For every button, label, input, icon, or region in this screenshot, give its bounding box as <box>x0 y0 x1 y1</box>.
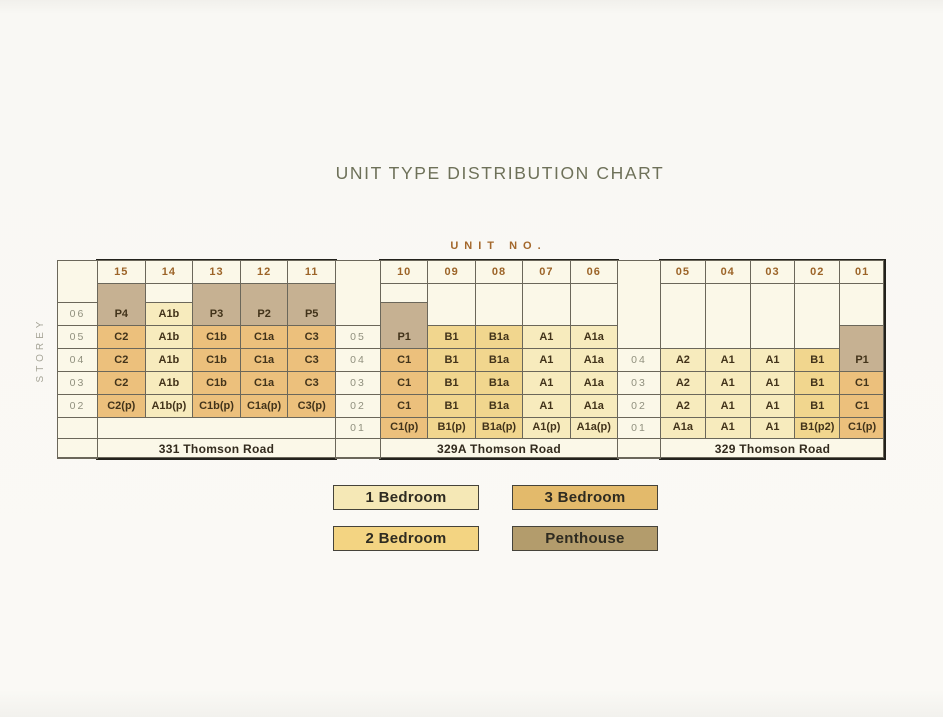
unit-type-label: B1(p2) <box>800 420 835 433</box>
unit-type-label: B1 <box>444 330 459 343</box>
unit-cell <box>240 348 289 372</box>
unit-cell <box>287 394 336 418</box>
unit-type-label: B1a <box>488 353 510 366</box>
unit-cell <box>660 417 706 439</box>
unit-cell <box>475 371 523 395</box>
unit-cell <box>570 371 618 395</box>
unit-type-label: B1(p) <box>437 420 466 433</box>
unit-cell <box>97 371 146 395</box>
unit-type-label: B1a <box>488 376 510 389</box>
storey-label-cell: 02 <box>617 394 661 418</box>
unit-type-label: C1 <box>855 399 870 412</box>
empty-cell <box>57 438 98 459</box>
storey-label-cell: 04 <box>335 348 381 372</box>
unit-type-label: B1 <box>810 399 825 412</box>
unit-cell <box>145 371 194 395</box>
unit-type-label: B1 <box>444 399 459 412</box>
unit-cell <box>750 417 796 439</box>
unit-type-label: A1b(p) <box>151 399 187 412</box>
unit-type-label: B1a(p) <box>481 420 517 433</box>
unit-type-label: A1 <box>539 399 554 412</box>
empty-cell <box>750 283 796 349</box>
unit-type-label: A1b <box>158 307 180 320</box>
storey-label-cell: 05 <box>57 325 98 349</box>
legend-item-1br: 1 Bedroom <box>333 485 479 510</box>
unit-no-header-cell: 04 <box>705 260 751 284</box>
unit-cell <box>522 371 570 395</box>
unit-type-label: A2 <box>675 376 690 389</box>
empty-cell <box>839 283 885 326</box>
block-address: 329 Thomson Road <box>660 438 885 459</box>
legend-item-3br: 3 Bedroom <box>512 485 658 510</box>
empty-cell <box>794 283 840 349</box>
empty-cell <box>427 283 475 326</box>
storey-label-cell: 03 <box>617 371 661 395</box>
storey-label-cell: 02 <box>57 394 98 418</box>
unit-cell <box>427 417 475 439</box>
unit-type-label: A1a(p) <box>576 420 611 433</box>
unit-cell <box>839 417 885 439</box>
unit-cell <box>97 325 146 349</box>
storey-label-cell: 06 <box>57 302 98 326</box>
unit-no-header-cell: 06 <box>570 260 618 284</box>
unit-type-label: C1b(p) <box>199 399 234 412</box>
unit-cell <box>427 325 475 349</box>
unit-no-header-cell: 07 <box>522 260 570 284</box>
unit-type-label: B1 <box>444 376 459 389</box>
unit-cell <box>380 371 428 395</box>
unit-cell <box>240 371 289 395</box>
unit-cell <box>145 348 194 372</box>
unit-type-label: A1 <box>539 330 554 343</box>
empty-cell <box>617 260 661 349</box>
unit-cell <box>794 371 840 395</box>
unit-cell <box>427 348 475 372</box>
unit-type-label: A1b <box>158 330 180 343</box>
unit-no-header-cell: 11 <box>287 260 336 284</box>
unit-type-label: B1 <box>810 353 825 366</box>
unit-cell <box>570 325 618 349</box>
unit-no-header-cell: 14 <box>145 260 194 284</box>
empty-cell <box>335 260 381 326</box>
storey-label-cell: 05 <box>335 325 381 349</box>
empty-cell <box>475 283 523 326</box>
unit-type-label: P4 <box>114 307 129 320</box>
unit-type-label: C3 <box>304 353 319 366</box>
unit-type-label: B1a <box>488 399 510 412</box>
unit-cell <box>750 371 796 395</box>
unit-type-label: C1b <box>206 376 227 389</box>
unit-no-header-cell: 05 <box>660 260 706 284</box>
unit-type-label: C2 <box>114 353 129 366</box>
unit-type-label: C1 <box>397 376 412 389</box>
unit-no-header-cell: 09 <box>427 260 475 284</box>
unit-cell <box>660 348 706 372</box>
unit-cell <box>145 325 194 349</box>
unit-type-label: C1b <box>206 353 227 366</box>
unit-type-label: C3 <box>304 330 319 343</box>
unit-no-header-cell: 12 <box>240 260 289 284</box>
unit-type-label: P2 <box>257 307 271 320</box>
storey-label-cell: 03 <box>335 371 381 395</box>
empty-cell <box>380 283 428 303</box>
unit-cell <box>97 283 146 326</box>
unit-no-header-cell: 01 <box>839 260 885 284</box>
unit-cell <box>145 302 194 326</box>
unit-cell <box>287 371 336 395</box>
unit-cell <box>97 348 146 372</box>
unit-cell <box>192 371 241 395</box>
unit-type-label: C1(p) <box>848 420 877 433</box>
unit-cell <box>660 371 706 395</box>
unit-type-label: B1a <box>488 330 510 343</box>
unit-type-label: C1a <box>254 353 275 366</box>
unit-type-label: P1 <box>397 330 411 343</box>
unit-type-label: C2 <box>114 330 129 343</box>
unit-type-label: C2(p) <box>107 399 136 412</box>
unit-no-header-cell: 08 <box>475 260 523 284</box>
empty-cell <box>145 283 194 303</box>
legend-item-2br: 2 Bedroom <box>333 526 479 551</box>
unit-type-label: C3(p) <box>297 399 326 412</box>
unit-type-label: A1b <box>158 353 180 366</box>
storey-label-cell: 04 <box>617 348 661 372</box>
unit-type-label: C1 <box>397 353 412 366</box>
distribution-table <box>57 260 884 458</box>
unit-type-label: A1a <box>583 330 604 343</box>
unit-type-label: A1a <box>583 353 604 366</box>
storey-label-cell: 04 <box>57 348 98 372</box>
storey-label-cell: 03 <box>57 371 98 395</box>
unit-cell <box>522 417 570 439</box>
block-address: 331 Thomson Road <box>97 438 336 459</box>
unit-cell <box>705 348 751 372</box>
empty-cell <box>335 438 381 459</box>
unit-type-label: A1 <box>720 376 735 389</box>
unit-cell <box>145 394 194 418</box>
unit-cell <box>750 348 796 372</box>
empty-cell <box>660 283 706 349</box>
unit-cell <box>570 348 618 372</box>
unit-type-label: A1 <box>539 353 554 366</box>
unit-type-label: A1 <box>720 420 735 433</box>
unit-type-label: A2 <box>675 353 690 366</box>
empty-cell <box>617 438 661 459</box>
unit-type-label: A1a <box>583 376 604 389</box>
block-address: 329A Thomson Road <box>380 438 618 459</box>
unit-type-label: A1 <box>539 376 554 389</box>
unit-cell <box>287 283 336 326</box>
unit-cell <box>192 325 241 349</box>
unit-cell <box>287 348 336 372</box>
legend-item-ph: Penthouse <box>512 526 658 551</box>
unit-cell <box>794 417 840 439</box>
unit-cell <box>705 371 751 395</box>
unit-type-label: C1 <box>855 376 870 389</box>
unit-type-label: A1 <box>765 376 780 389</box>
unit-type-label: C1a <box>254 376 275 389</box>
unit-no-axis-label: UNIT NO. <box>450 240 547 252</box>
unit-type-label: C2 <box>114 376 129 389</box>
unit-type-label: A1 <box>765 420 780 433</box>
unit-cell <box>240 325 289 349</box>
unit-cell <box>240 283 289 326</box>
unit-type-label: C1a <box>254 330 275 343</box>
unit-no-header-cell: 03 <box>750 260 796 284</box>
storey-label-cell: 01 <box>617 417 661 439</box>
unit-no-header-cell: 13 <box>192 260 241 284</box>
unit-type-label: A2 <box>675 399 690 412</box>
unit-cell <box>287 325 336 349</box>
empty-cell <box>57 260 98 303</box>
unit-type-label: A1 <box>720 353 735 366</box>
unit-cell <box>522 348 570 372</box>
unit-type-label: A1a <box>672 420 693 433</box>
empty-row <box>97 417 336 439</box>
unit-cell <box>97 394 146 418</box>
unit-type-label: C1a(p) <box>246 399 282 412</box>
unit-cell <box>570 417 618 439</box>
unit-type-label: P1 <box>855 353 869 366</box>
unit-type-label: A1b <box>158 376 180 389</box>
unit-cell <box>380 348 428 372</box>
unit-type-label: A1 <box>765 353 780 366</box>
unit-type-label: C1 <box>397 399 412 412</box>
empty-cell <box>57 417 98 439</box>
unit-cell <box>240 394 289 418</box>
unit-type-label: C3 <box>304 376 319 389</box>
unit-no-header-cell: 10 <box>380 260 428 284</box>
unit-type-label: C1(p) <box>390 420 419 433</box>
unit-type-label: P5 <box>304 307 319 320</box>
empty-cell <box>522 283 570 326</box>
unit-type-label: C1b <box>206 330 227 343</box>
empty-cell <box>570 283 618 326</box>
unit-cell <box>794 348 840 372</box>
unit-cell <box>192 394 241 418</box>
unit-cell <box>427 371 475 395</box>
unit-cell <box>839 371 885 395</box>
storey-label-cell: 02 <box>335 394 381 418</box>
unit-cell <box>475 417 523 439</box>
unit-cell <box>705 417 751 439</box>
unit-cell <box>475 348 523 372</box>
unit-cell <box>475 325 523 349</box>
unit-cell <box>192 283 241 326</box>
unit-type-label: B1 <box>810 376 825 389</box>
page-title: UNIT TYPE DISTRIBUTION CHART <box>335 163 665 183</box>
unit-cell <box>839 325 885 372</box>
unit-type-label: A1a <box>583 399 604 412</box>
unit-cell <box>380 417 428 439</box>
unit-type-label: P3 <box>209 307 224 320</box>
storey-label-cell: 01 <box>335 417 381 439</box>
empty-cell <box>705 283 751 349</box>
unit-cell <box>522 325 570 349</box>
unit-type-label: B1 <box>444 353 459 366</box>
unit-no-header-cell: 15 <box>97 260 146 284</box>
unit-type-label: A1 <box>720 399 735 412</box>
unit-cell <box>192 348 241 372</box>
unit-cell <box>380 302 428 349</box>
unit-type-label: A1(p) <box>532 420 561 433</box>
unit-type-label: A1 <box>765 399 780 412</box>
storey-axis-label: STOREY <box>35 317 46 383</box>
unit-no-header-cell: 02 <box>794 260 840 284</box>
